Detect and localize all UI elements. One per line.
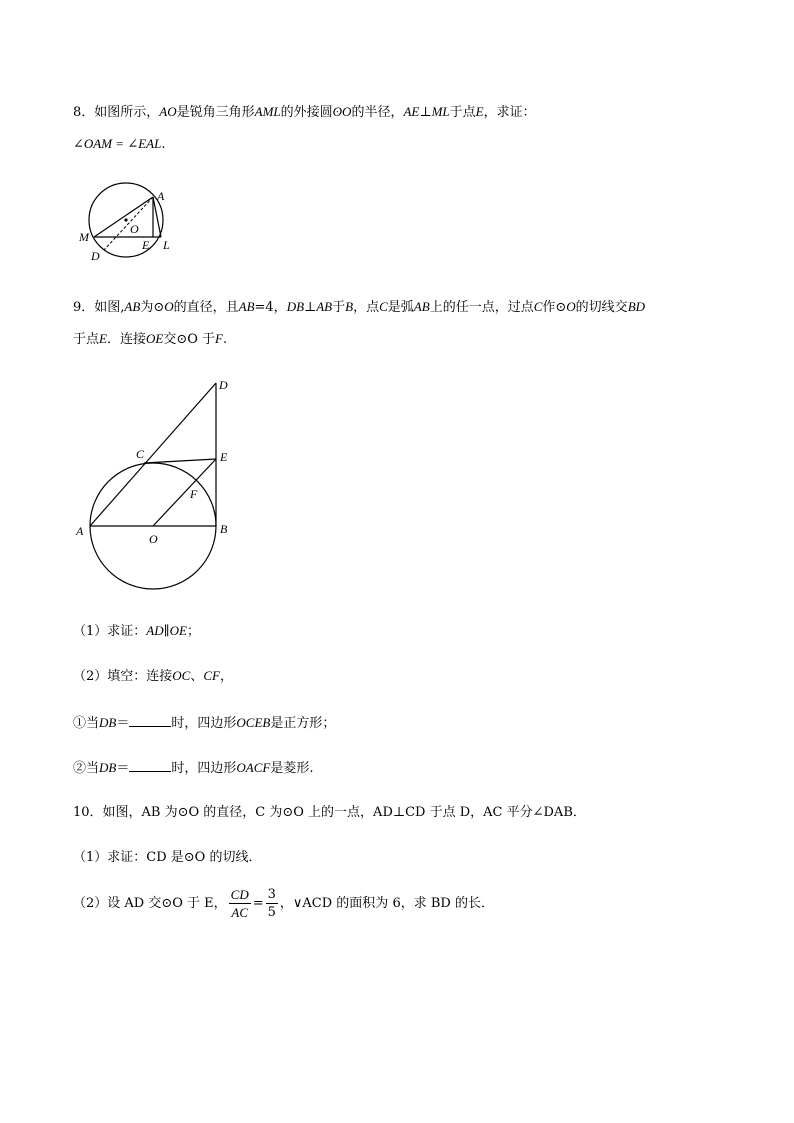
- q9-line2: 于点E．连接OE交⊙O 于F.: [73, 331, 228, 347]
- q9-label-B: B: [220, 522, 228, 536]
- q8-label-E: E: [142, 238, 150, 252]
- fraction-3-5: $\frac{3}{5}$: [267, 887, 276, 920]
- q8-line1: 8．如图所示，AO是锐角三角形AML的外接圆ʘO的半径，AE⊥ML于点E，求证：: [73, 104, 536, 120]
- q9-part2-b: ②当DB＝ 时，四边形OACF是菱形.: [73, 760, 314, 776]
- q9-label-E: E: [220, 450, 228, 464]
- q9-label-O: O: [149, 532, 158, 546]
- q9-part2: （2）填空：连接OC、CF，: [73, 668, 233, 684]
- answer-blank-1[interactable]: [129, 714, 171, 727]
- q9-label-F: F: [190, 487, 198, 501]
- q9-number: 9．: [73, 300, 95, 315]
- q9-label-D: D: [219, 378, 228, 392]
- q8-line2: ∠OAM = ∠EAL.: [73, 136, 166, 152]
- q9-label-C: C: [136, 447, 145, 461]
- q9-line1: 9．如图,AB为⊙O的直径，且AB=4，DB⊥AB于B，点C是弧AB上的任一点，过点C作⊙O的切线交BD: [73, 299, 646, 315]
- q10-line1: 10．如图，AB 为⊙O 的直径，C 为⊙O 上的一点，AD⊥CD 于点 D，AC 平分∠DAB．: [73, 805, 586, 820]
- answer-blank-2[interactable]: [129, 759, 171, 772]
- q9-part2-a: ①当DB＝ 时，四边形OCEB是正方形；: [73, 715, 336, 731]
- q8-label-A: A: [157, 189, 165, 203]
- q8-label-D: D: [91, 249, 100, 263]
- q9-label-A: A: [76, 524, 84, 538]
- fraction-cd-ac: $\frac{CD}{AC}$: [230, 887, 249, 920]
- q8-number: 8．: [73, 105, 95, 120]
- q9-part1: （1）求证：AD∥OE；: [73, 623, 200, 639]
- q8-label-M: M: [79, 230, 89, 244]
- q10-part1: （1）求证：CD 是⊙O 的切线．: [73, 850, 262, 865]
- q8-label-O: O: [130, 222, 139, 236]
- q8-label-L: L: [163, 238, 170, 252]
- q10-part2: （2）设 AD 交⊙O 于 E， $\frac{CD}{AC}$ = $\frac{3}{5}$ ，∨ACD 的面积为 6，求 BD 的长．: [73, 887, 494, 920]
